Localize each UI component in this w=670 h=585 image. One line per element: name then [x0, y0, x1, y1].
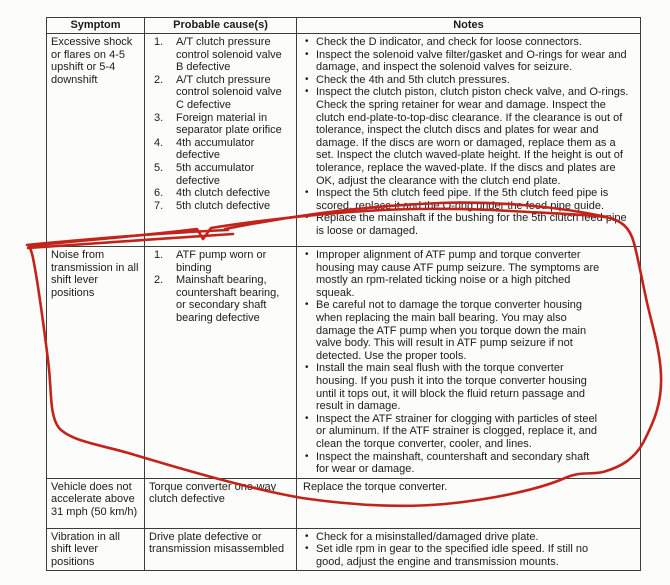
causes-cell: Torque converter one-way clutch defective: [145, 478, 297, 528]
header-row: [47, 18, 641, 34]
notes-cell: [297, 528, 641, 571]
note-item: • Inspect the ATF strainer for clogging with particles of steel or aluminum. If the ATF strainer is clogged, replace it, and clean the torque converter, cooler, and lines.: [303, 413, 604, 451]
note-item: • Set idle rpm in gear to the specified idle speed. If still no good, adjust the engine and transmission mounts.: [303, 543, 604, 568]
notes-cell: Replace the torque converter.: [297, 478, 641, 528]
col-header-probable-causes: Probable cause(s): [145, 18, 297, 34]
table-row: [47, 34, 641, 247]
notes-cell: [297, 34, 641, 247]
table-row: [47, 528, 641, 571]
cause-item: 4th clutch defective: [176, 187, 271, 200]
cause-item: 4th accumulator defective: [176, 136, 255, 162]
notes-cell: [297, 247, 641, 479]
symptom-cell: Excessive shock or flares on 4-5 upshift or 5-4 downshift: [47, 34, 145, 247]
causes-cell: [145, 34, 297, 247]
cause-item: ATF pump worn or binding: [176, 249, 267, 274]
note-item: • Check for a misinstalled/damaged drive plate.: [303, 531, 604, 544]
cause-item: 5th clutch defective: [176, 199, 271, 212]
cause-item: Mainshaft bearing, countershaft bearing, or secondary shaft bearing defective: [176, 274, 280, 324]
table-row: [47, 478, 641, 528]
note-item: • Inspect the solenoid valve filter/gasket and O-rings for wear and damage, and inspect the solenoid valves for seizure.: [303, 49, 635, 74]
note-item: • Replace the mainshaft if the bushing for the 5th clutch feed pipe is loose or damaged.: [303, 212, 635, 237]
cause-item: 5th accumulator defective: [176, 161, 255, 187]
col-header-symptom: Symptom: [47, 18, 145, 34]
cause-item: Foreign material in separator plate orifice: [176, 111, 282, 137]
causes-cell: Drive plate defective or transmission misassembled: [145, 528, 297, 571]
note-item: • Inspect the clutch piston, clutch piston check valve, and O-rings. Check the spring retainer for wear and damage. Inspect the clutch end-plate-to-top-disc clearance. If the clearance is out of tolerance, inspect the clutch discs and plates for wear and damage. If the discs are worn or damaged, replace them as a set. Inspect the clutch waved-plate height. If the height is out of tolerance, replace the waved-plate. If the discs and plates are OK, adjust the clearance with the clutch end plate.: [303, 86, 635, 187]
symptom-cell: Vehicle does not accelerate above 31 mph (50 km/h): [47, 478, 145, 528]
col-header-notes: Notes: [297, 18, 641, 34]
note-item: • Improper alignment of ATF pump and torque converter housing may cause ATF pump seizure. The symptoms are mostly an rpm-related ticking noise or a high pitched squeak.: [303, 249, 604, 299]
cause-item: A/T clutch pressure control solenoid valve B defective: [176, 36, 282, 74]
symptom-cell: Noise from transmission in all shift lever positions: [47, 247, 145, 479]
table-row: [47, 247, 641, 479]
note-item: • Inspect the mainshaft, countershaft and secondary shaft for wear or damage.: [303, 451, 604, 476]
troubleshooting-table: [46, 17, 641, 571]
note-item: • Install the main seal flush with the torque converter housing. If you push it into the torque converter housing until it tops out, it will block the fluid return passage and result in damage.: [303, 362, 604, 412]
note-item: • Be careful not to damage the torque converter housing when replacing the main ball bearing. You may also damage the ATF pump when you torque down the main valve body. This will result in ATF pump seizure if not detected. Use the proper tools.: [303, 299, 604, 362]
note-item: • Inspect the 5th clutch feed pipe. If the 5th clutch feed pipe is scored, replace it and the O-ring under the feed pipe guide.: [303, 187, 635, 212]
note-item: • Check the 4th and 5th clutch pressures.: [303, 74, 635, 87]
cause-item: A/T clutch pressure control solenoid valve C defective: [176, 73, 282, 111]
note-item: • Check the D indicator, and check for loose connectors.: [303, 36, 635, 49]
causes-cell: [145, 247, 297, 479]
symptom-cell: Vibration in all shift lever positions: [47, 528, 145, 571]
